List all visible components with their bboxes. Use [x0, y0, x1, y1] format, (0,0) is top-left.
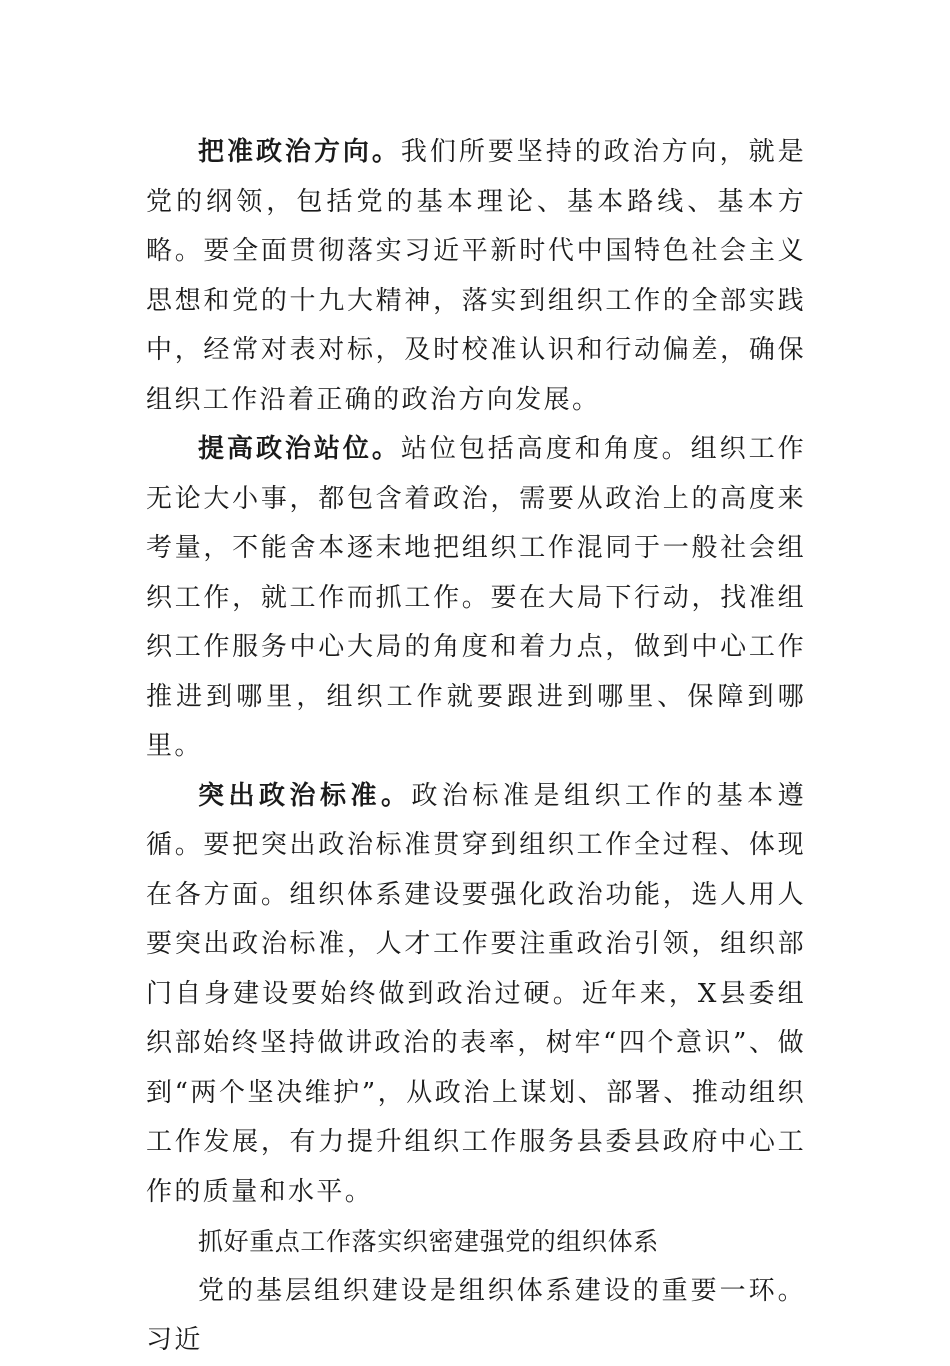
document-body: [146, 128, 806, 1366]
paragraph-text: 政治标准是组织工作的基本遵循。要把突出政治标准贯穿到组织工作全过程、体现在各方面。组织体系建设要强化政治功能，选人用人要突出政治标准，人才工作要注重政治引领，组织部门自身建设要始终做到政治过硬。近年来，X县委组织部始终坚持做讲政治的表率，树牢“四个意识”、做到“两个坚决维护”，从政治上谋划、部署、推动组织工作发展，有力提升组织工作服务县委县政府中心工作的质量和水平。: [146, 780, 806, 1207]
paragraph-political-standard: [146, 772, 806, 1218]
paragraph-text: 我们所要坚持的政治方向，就是党的纲领，包括党的基本理论、基本路线、基本方略。要全面贯彻落实习近平新时代中国特色社会主义思想和党的十九大精神，落实到组织工作的全部实践中，经常对表对标，及时校准认识和行动偏差，确保组织工作沿着正确的政治方向发展。: [146, 137, 806, 415]
paragraph-lead: 提高政治站位。: [198, 434, 401, 464]
paragraph-lead: 突出政治标准。: [198, 780, 412, 811]
paragraph-lead: 把准政治方向。: [198, 137, 401, 167]
paragraph-text: 站位包括高度和角度。组织工作无论大小事，都包含着政治，需要从政治上的高度来考量，不能舍本逐末地把组织工作混同于一般社会组织工作，就工作而抓工作。要在大局下行动，找准组织工作服务中心大局的角度和着力点，做到中心工作推进到哪里，组织工作就要跟进到哪里、保障到哪里。: [146, 434, 806, 761]
paragraph-political-stance: [146, 425, 806, 772]
section-heading: 抓好重点工作落实织密建强党的组织体系: [198, 1227, 659, 1256]
paragraph-political-direction: [146, 128, 806, 425]
paragraph-closing: 党的基层组织建设是组织体系建设的重要一环。习近: [146, 1275, 806, 1355]
